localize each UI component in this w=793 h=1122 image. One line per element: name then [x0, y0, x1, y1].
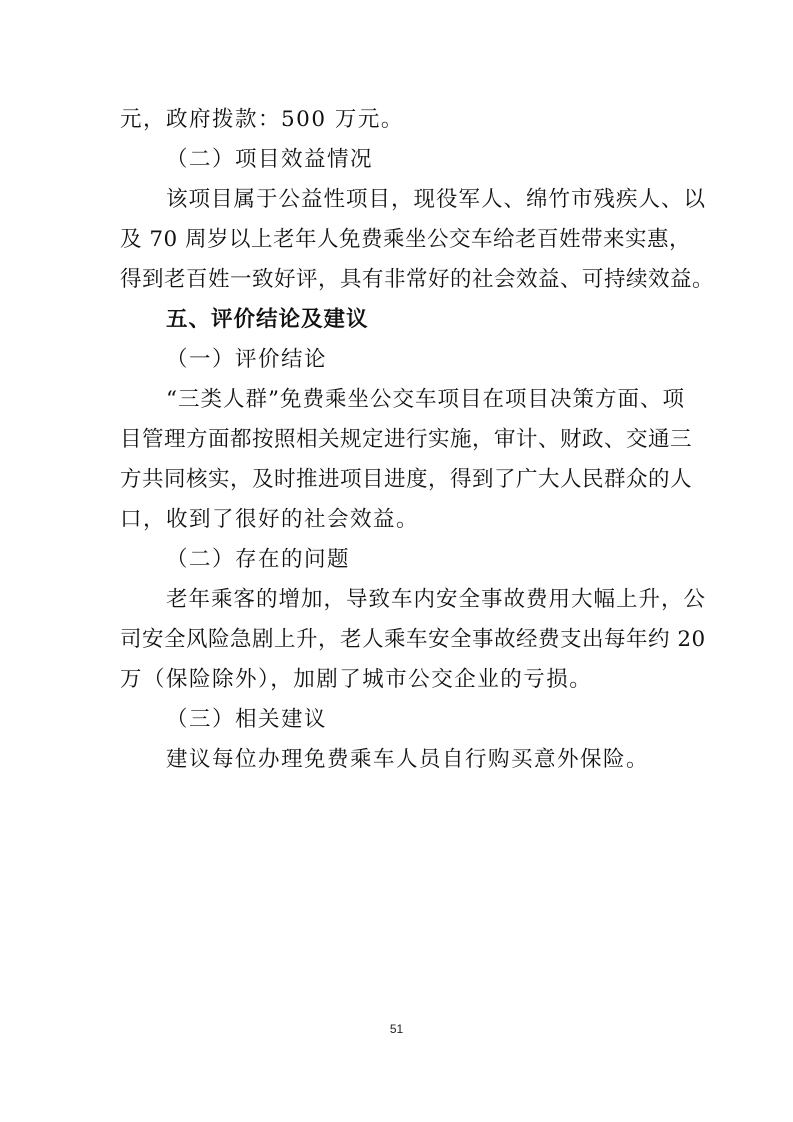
subheading-problems: （二）存在的问题 [166, 547, 351, 572]
paragraph-line: 建议每位办理免费乘车人员自行购买意外保险。 [166, 747, 650, 772]
paragraph-line: “三类人群”免费乘坐公交车项目在项目决策方面、项 [166, 387, 685, 412]
paragraph-line: 得到老百姓一致好评，具有非常好的社会效益、可持续效益。 [120, 267, 715, 292]
subheading-suggestions: （三）相关建议 [166, 707, 328, 732]
paragraph-line: 及 70 周岁以上老年人免费乘坐公交车给老百姓带来实惠， [120, 227, 692, 252]
paragraph-line: 方共同核实，及时推进项目进度，得到了广大人民群众的人 [120, 467, 693, 492]
paragraph-line: 该项目属于公益性项目，现役军人、绵竹市残疾人、以 [166, 187, 707, 212]
subheading-benefits: （二）项目效益情况 [166, 147, 374, 172]
paragraph-line: 司安全风险急剧上升，老人乘车安全事故经费支出每年约 20 [120, 627, 706, 652]
subheading-conclusion: （一）评价结论 [166, 347, 328, 372]
paragraph-line: 元，政府拨款：500 万元。 [120, 107, 404, 132]
section-heading: 五、评价结论及建议 [166, 307, 369, 332]
page-number: 51 [389, 1022, 404, 1036]
paragraph-line: 口，收到了很好的社会效益。 [120, 507, 420, 532]
paragraph-line: 老年乘客的增加，导致车内安全事故费用大幅上升，公 [166, 587, 707, 612]
paragraph-line: 目管理方面都按照相关规定进行实施，审计、财政、交通三 [120, 427, 693, 452]
paragraph-line: 万（保险除外），加剧了城市公交企业的亏损。 [120, 667, 593, 692]
